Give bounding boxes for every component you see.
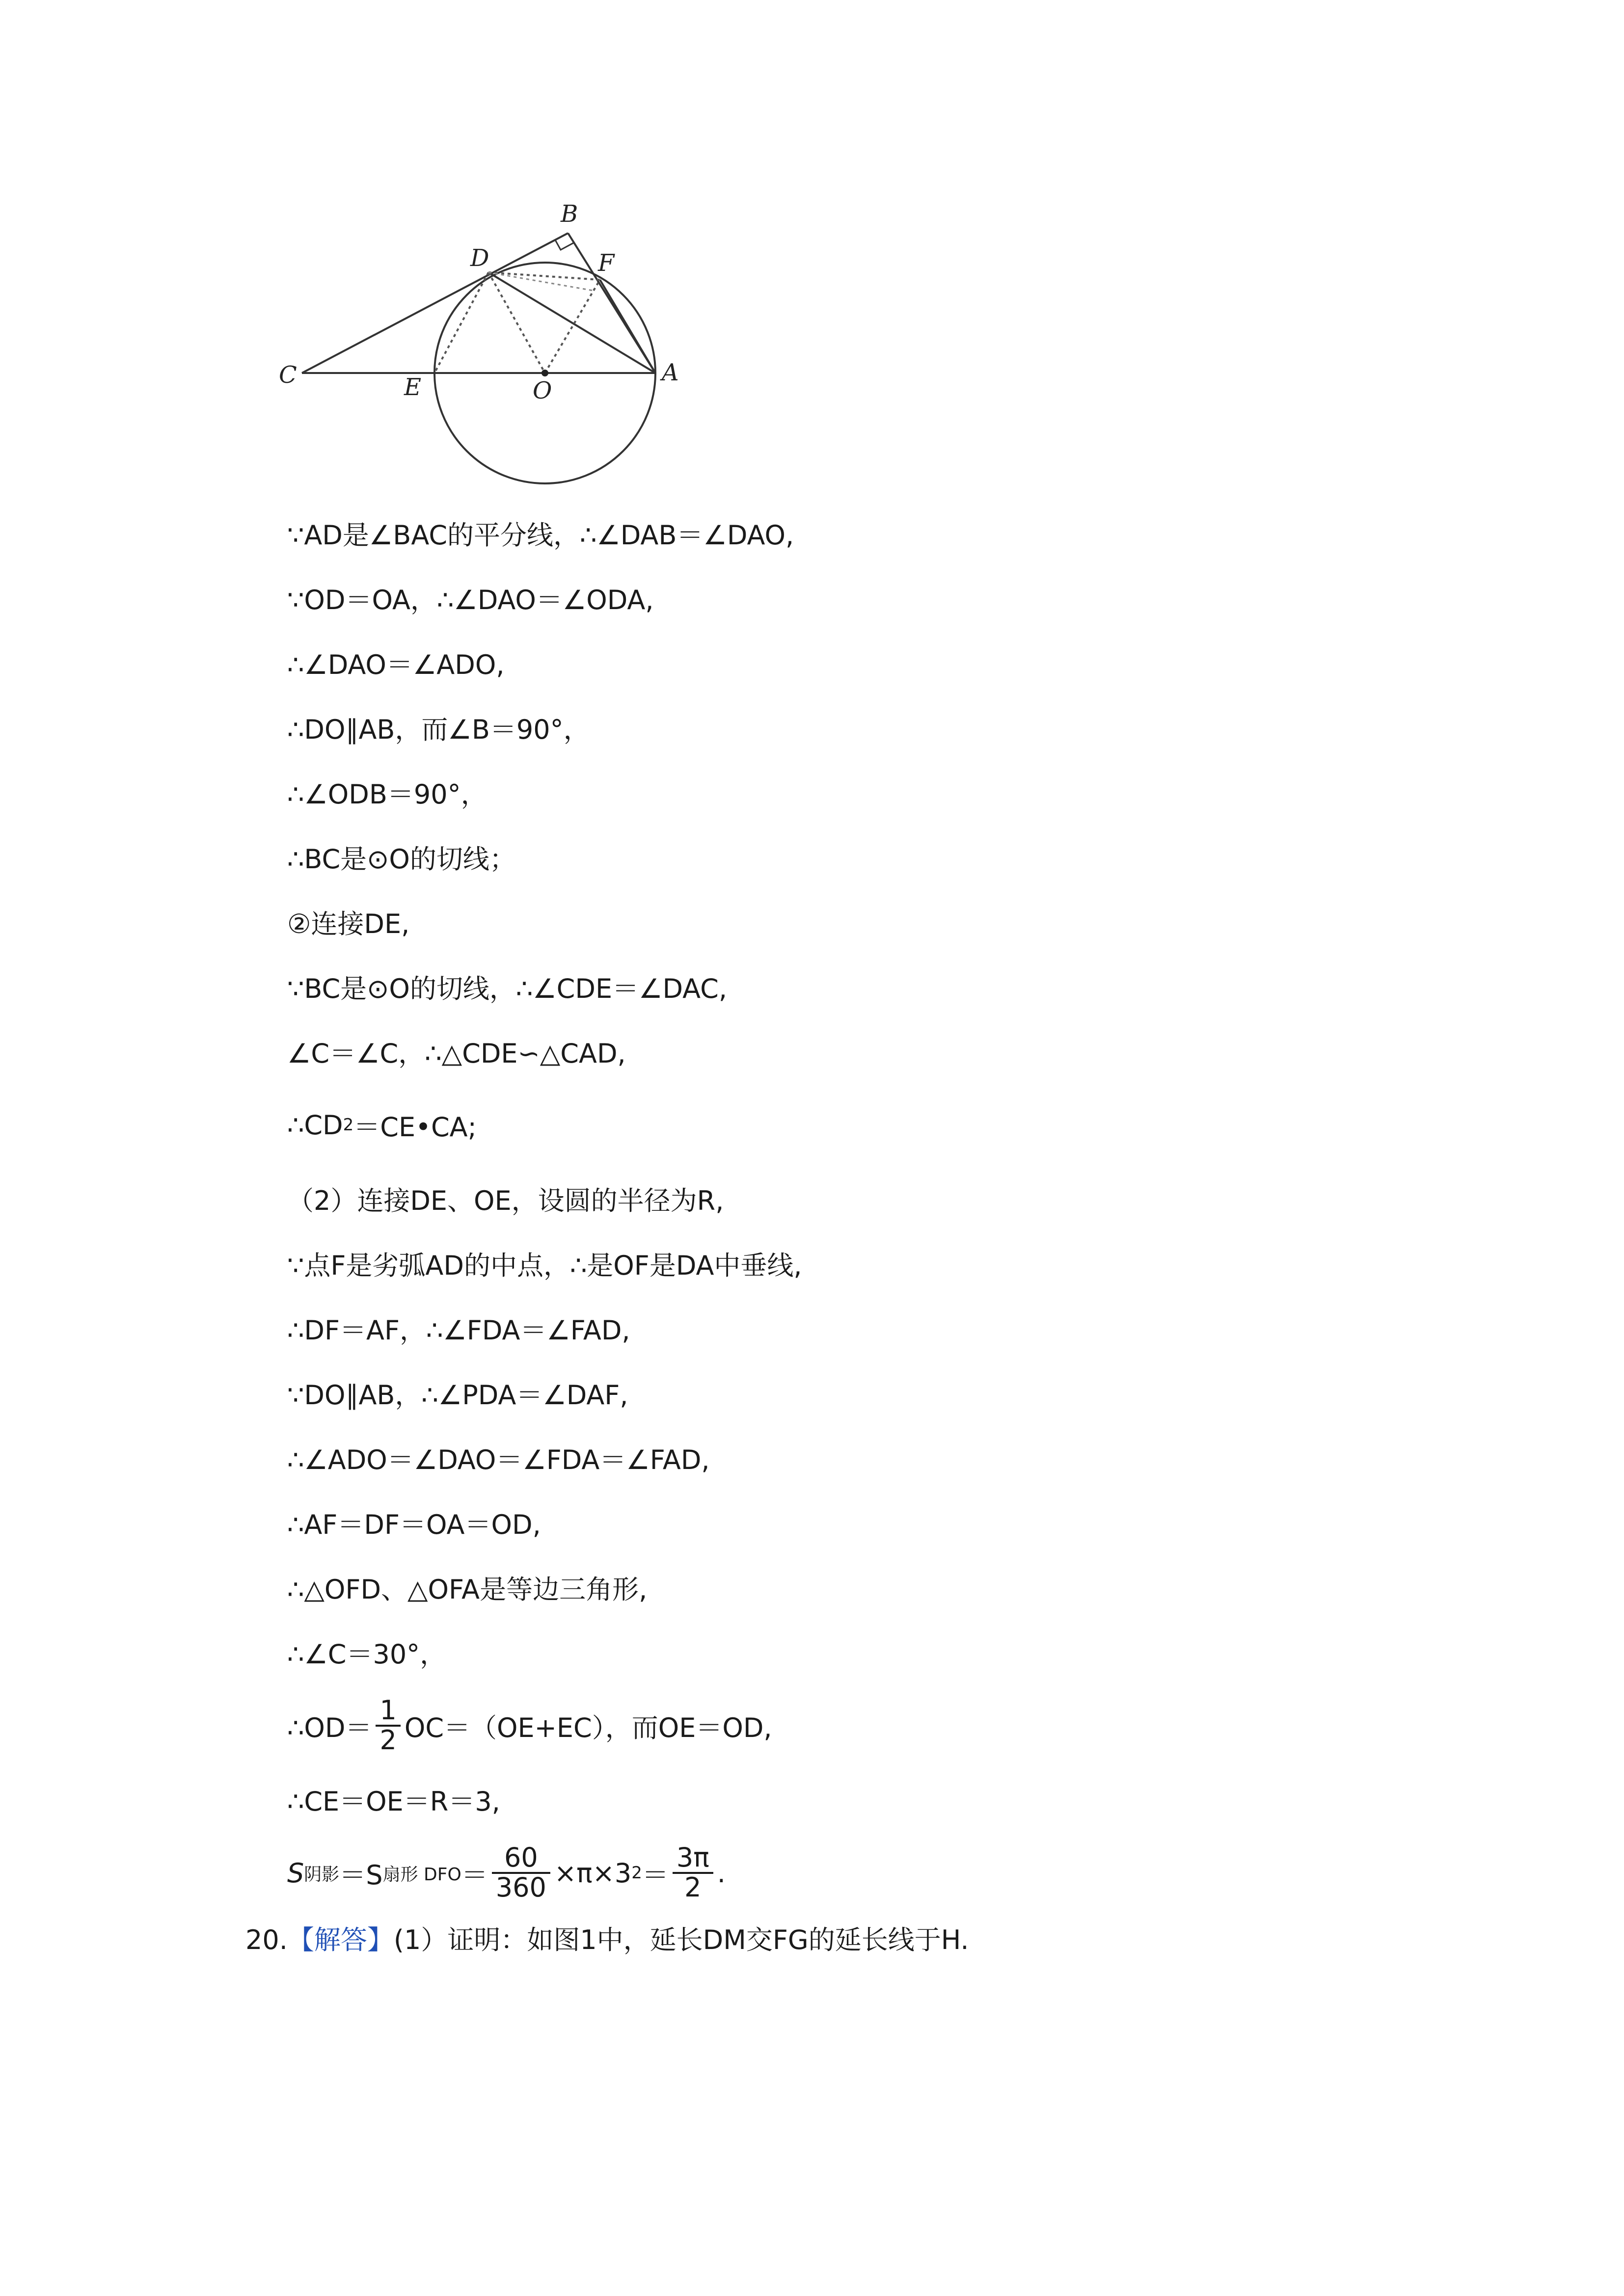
proof-line: ∴DO∥AB，而∠B＝90°， bbox=[287, 714, 590, 745]
fraction-numerator: 1 bbox=[379, 1695, 397, 1726]
fraction-denominator: 360 bbox=[495, 1872, 546, 1903]
label-f: F bbox=[598, 249, 615, 277]
cd-text: ∴CD bbox=[287, 1109, 343, 1141]
segment-df bbox=[488, 272, 600, 280]
proof-line: ∴BC是⊙O的切线； bbox=[287, 843, 516, 875]
period: . bbox=[717, 1857, 726, 1889]
center-point bbox=[541, 370, 548, 376]
proof-line: ∴∠ADO＝∠DAO＝∠FDA＝∠FAD, bbox=[287, 1444, 710, 1475]
proof-line: ∵AD是∠BAC的平分线，∴∠DAB＝∠DAO, bbox=[287, 519, 794, 551]
ce-ca-text: ＝CE•CA; bbox=[353, 1111, 477, 1143]
label-d: D bbox=[470, 244, 489, 272]
proof-line: ∴△OFD、△OFA是等边三角形, bbox=[287, 1574, 648, 1605]
od-suffix: OC＝（OE+EC），而OE＝OD, bbox=[404, 1712, 772, 1743]
label-b: B bbox=[561, 200, 578, 228]
fraction-3pi-2 bbox=[673, 1844, 713, 1901]
proof-line: ∴∠C＝30°， bbox=[287, 1638, 447, 1670]
proof-line: ∵OD＝OA，∴∠DAO＝∠ODA, bbox=[287, 584, 654, 615]
equals-s: ＝S bbox=[339, 1859, 383, 1891]
fraction-denominator: 2 bbox=[379, 1725, 397, 1756]
answer-tag: 【解答】 bbox=[287, 1924, 394, 1955]
question-number: 20. bbox=[245, 1924, 288, 1955]
fraction-numerator: 60 bbox=[504, 1842, 538, 1873]
proof-line: ∠C＝∠C，∴△CDE∽△CAD, bbox=[287, 1038, 626, 1069]
label-e: E bbox=[404, 374, 422, 401]
sector-subscript: 扇形 DFO bbox=[382, 1864, 461, 1885]
radius-exponent: 2 bbox=[631, 1863, 642, 1883]
proof-line: ∴∠DAO＝∠ADO, bbox=[287, 649, 505, 680]
equals: ＝ bbox=[461, 1859, 488, 1891]
proof-line-od-fraction bbox=[287, 1684, 1564, 1767]
proof-text bbox=[287, 501, 1564, 1914]
cd-exponent: 2 bbox=[343, 1115, 354, 1135]
label-c: C bbox=[279, 361, 297, 389]
proof-line: ∴∠ODB＝90°， bbox=[287, 778, 487, 810]
right-angle-mark bbox=[555, 240, 573, 250]
fraction-60-360 bbox=[492, 1844, 550, 1901]
proof-line: ∴AF＝DF＝OA＝OD, bbox=[287, 1509, 541, 1540]
proof-line-area bbox=[287, 1832, 1564, 1914]
proof-line: ∵点F是劣弧AD的中点，∴是OF是DA中垂线, bbox=[287, 1250, 802, 1281]
proof-line: ∴CE＝OE＝R＝3, bbox=[287, 1786, 500, 1817]
proof-line: （2）连接DE、OE，设圆的半径为R, bbox=[287, 1185, 724, 1216]
question-20-text: (1）证明：如图1中，延长DM交FG的延长线于H. bbox=[393, 1924, 969, 1955]
shaded-subscript: 阴影 bbox=[304, 1864, 340, 1885]
proof-line-cd-squared bbox=[287, 1084, 1564, 1166]
segment-fa bbox=[600, 280, 655, 373]
segment-of bbox=[545, 280, 600, 373]
proof-line: ②连接DE, bbox=[287, 908, 410, 939]
label-a: A bbox=[662, 359, 679, 386]
label-o: O bbox=[533, 377, 552, 404]
question-20-heading bbox=[245, 1919, 969, 1957]
fraction-denominator: 2 bbox=[684, 1872, 702, 1903]
times-pi: ×π×3 bbox=[554, 1857, 632, 1889]
segment-do bbox=[488, 272, 545, 373]
equals: ＝ bbox=[642, 1859, 669, 1891]
od-prefix: ∴OD＝ bbox=[287, 1712, 372, 1743]
segment-de bbox=[434, 272, 488, 373]
proof-line: ∵BC是⊙O的切线，∴∠CDE＝∠DAC, bbox=[287, 973, 727, 1004]
segment-cb bbox=[302, 233, 568, 373]
proof-line: ∴DF＝AF，∴∠FDA＝∠FAD, bbox=[287, 1314, 630, 1346]
fraction-half bbox=[376, 1697, 400, 1754]
geometry-figure bbox=[265, 187, 687, 501]
fraction-numerator: 3π bbox=[676, 1842, 709, 1873]
proof-line: ∵DO∥AB，∴∠PDA＝∠DAF, bbox=[287, 1379, 628, 1411]
s-symbol: S bbox=[287, 1857, 304, 1889]
